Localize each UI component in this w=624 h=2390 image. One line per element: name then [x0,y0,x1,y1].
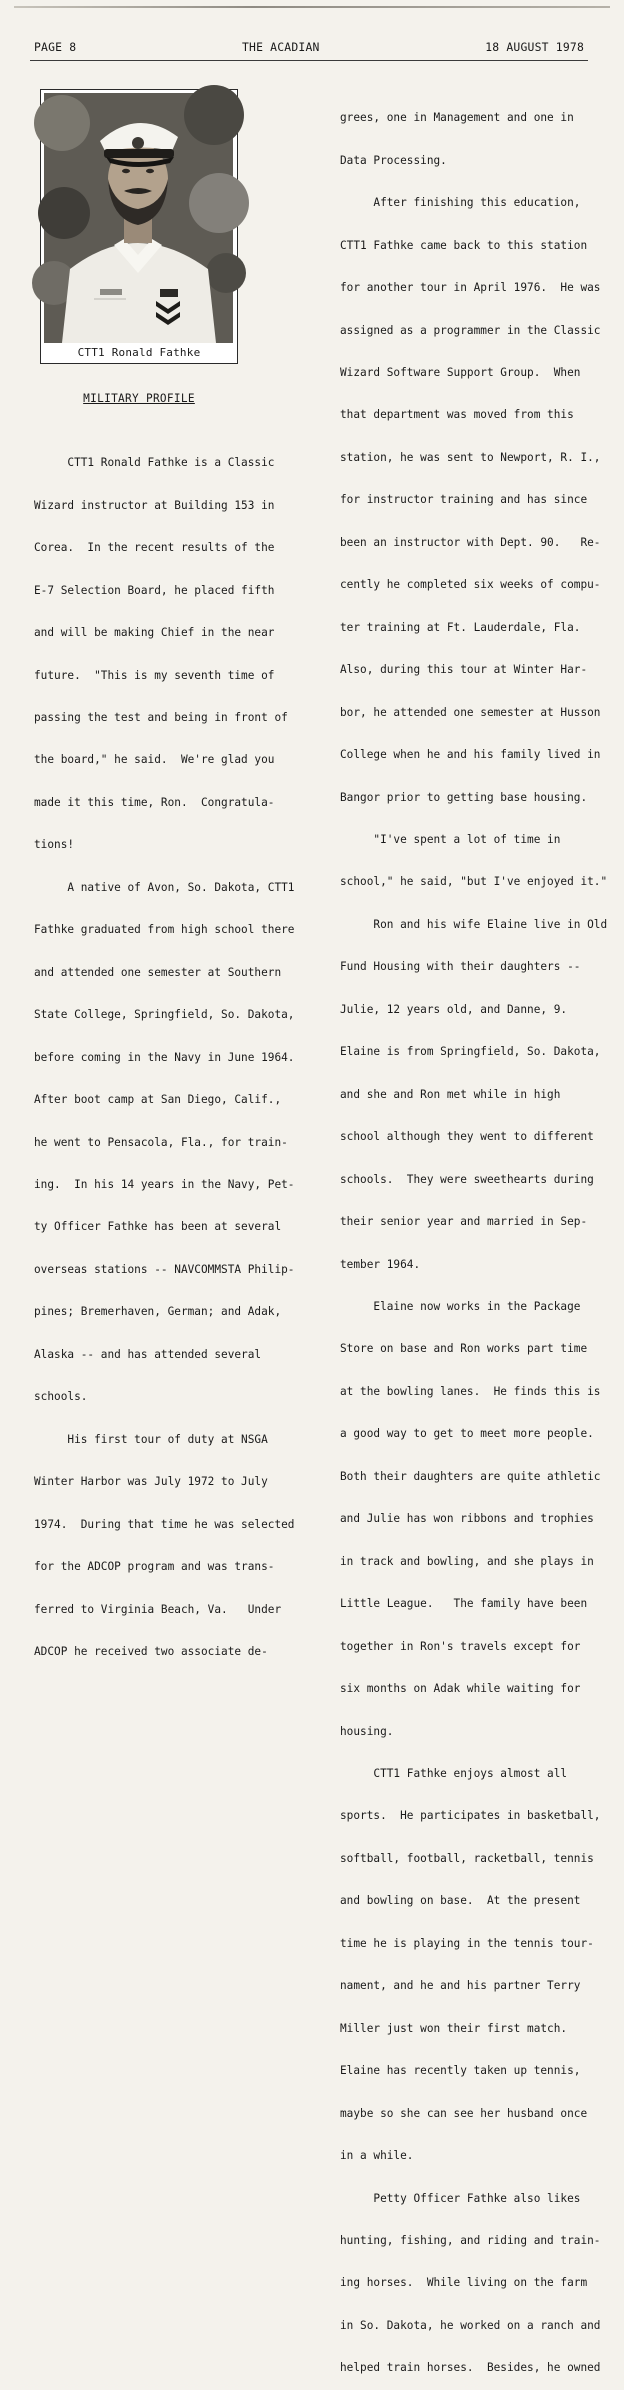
text-line: their senior year and married in Sep- [340,1215,588,1229]
text-line: he went to Pensacola, Fla., for train- [34,1135,288,1149]
text-line: at the bowling lanes. He finds this is [340,1384,601,1398]
text-line: schools. [34,1390,88,1404]
text-line: passing the test and being in front of [34,711,288,725]
text-line: Store on base and Ron works part time [340,1342,588,1356]
text-line: and she and Ron met while in high [340,1087,561,1101]
text-line: tions! [34,838,75,852]
text-line: future. "This is my seventh time of [34,668,275,682]
text-line: made it this time, Ron. Congratula- [34,795,275,809]
text-line: that department was moved from this [340,408,574,422]
text-line: Both their daughters are quite athletic [340,1469,601,1483]
text-line: Elaine has recently taken up tennis, [340,2064,581,2078]
text-line: Also, during this tour at Winter Har- [340,663,588,677]
text-line: school," he said, "but I've enjoyed it." [340,875,608,889]
text-line: the board," he said. We're glad you [34,753,275,767]
text-line: CTT1 Fathke enjoys almost all [340,1766,568,1780]
text-line: After finishing this education, [340,196,581,210]
text-line: Wizard Software Support Group. When [340,366,581,380]
text-line: CTT1 Fathke came back to this station [340,238,588,252]
text-line: ADCOP he received two associate de- [34,1645,268,1658]
text-line: ter training at Ft. Lauderdale, Fla. [340,620,581,634]
text-line: Alaska -- and has attended several [34,1347,262,1361]
text-line: cently he completed six weeks of compu- [340,578,601,592]
text-line: "I've spent a lot of time in [340,833,561,847]
page-number: PAGE 8 [34,40,77,54]
text-line: State College, Springfield, So. Dakota, [34,1008,295,1022]
text-line: in a while. [340,2149,414,2163]
text-line: maybe so she can see her husband once [340,2106,588,2120]
text-line: His first tour of duty at NSGA [34,1432,268,1446]
text-line: College when he and his family lived in [340,748,601,762]
text-line: Julie, 12 years old, and Danne, 9. [340,1002,568,1016]
text-line: Corea. In the recent results of the [34,541,275,555]
text-line: together in Ron's travels except for [340,1639,581,1653]
article-column-left [34,428,294,1673]
text-line: in track and bowling, and she plays in [340,1554,594,1568]
text-line: Elaine now works in the Package [340,1300,581,1313]
text-line: ing horses. While living on the farm [340,2276,588,2290]
text-line: tember 1964. [340,1257,421,1271]
page-top-edge [14,6,610,8]
text-line: nament, and he and his partner Terry [340,1979,581,1993]
text-line: been an instructor with Dept. 90. Re- [340,535,601,549]
text-line: and attended one semester at Southern [34,965,282,979]
article-column-right [340,83,607,2390]
text-line: grees, one in Management and one in [340,111,574,125]
text-line: station, he was sent to Newport, R. I., [340,450,601,464]
text-line: Ron and his wife Elaine live in Old [340,917,608,931]
article-title [40,392,238,406]
text-line: school although they went to different [340,1130,594,1144]
text-line: time he is playing in the tennis tour- [340,1936,594,1950]
text-line: ty Officer Fathke has been at several [34,1220,282,1234]
issue-date: 18 AUGUST 1978 [485,40,584,54]
photo-caption: CTT1 Ronald Fathke [77,345,201,359]
text-line: for instructor training and has since [340,493,588,507]
text-line: pines; Bremerhaven, German; and Adak, [34,1305,282,1319]
text-line: CTT1 Ronald Fathke is a Classic [34,456,275,470]
portrait-illustration [44,93,233,343]
text-line: Petty Officer Fathke also likes [340,2191,581,2205]
page-header [34,40,584,54]
text-line: housing. [340,1724,394,1738]
text-line: six months on Adak while waiting for [340,1682,581,1696]
publication-name: THE ACADIAN [241,40,320,54]
text-line: and Julie has won ribbons and trophies [340,1512,594,1526]
text-line: Elaine is from Springfield, So. Dakota, [340,1045,601,1059]
text-line: for the ADCOP program and was trans- [34,1560,275,1574]
text-line: 1974. During that time he was selected [34,1517,295,1531]
text-line: schools. They were sweethearts during [340,1172,594,1186]
text-line: Winter Harbor was July 1972 to July [34,1475,268,1489]
text-line: Data Processing. [340,153,447,167]
text-line: and will be making Chief in the near [34,626,275,640]
text-line: A native of Avon, So. Dakota, CTT1 [34,880,295,894]
text-line: overseas stations -- NAVCOMMSTA Philip- [34,1262,295,1276]
text-line: sports. He participates in basketball, [340,1809,601,1823]
text-line: E-7 Selection Board, he placed fifth [34,583,275,597]
text-line: and bowling on base. At the present [340,1894,581,1908]
text-line: Little League. The family have been [340,1597,588,1611]
text-line: in So. Dakota, he worked on a ranch and [340,2318,601,2332]
text-line: for another tour in April 1976. He was [340,281,601,295]
photo-frame [40,89,238,364]
portrait-photo [44,93,233,343]
text-line: Bangor prior to getting base housing. [340,790,588,804]
article-title-text: MILITARY PROFILE [83,392,195,405]
text-line: hunting, fishing, and riding and train- [340,2233,601,2247]
text-line: Wizard instructor at Building 153 in [34,498,275,512]
text-line: helped train horses. Besides, he owned [340,2361,601,2375]
text-line: ferred to Virginia Beach, Va. Under [34,1602,282,1616]
text-line: assigned as a programmer in the Classic [340,323,601,337]
text-line: ing. In his 14 years in the Navy, Pet- [34,1178,295,1192]
text-line: Fund Housing with their daughters -- [340,960,581,974]
header-rule [30,60,588,61]
text-line: softball, football, racketball, tennis [340,1851,594,1865]
text-line: After boot camp at San Diego, Calif., [34,1093,282,1107]
text-line: bor, he attended one semester at Husson [340,705,601,719]
text-line: Fathke graduated from high school there [34,923,295,937]
text-line: Miller just won their first match. [340,2021,568,2035]
text-line: a good way to get to meet more people. [340,1427,594,1441]
text-line: before coming in the Navy in June 1964. [34,1050,295,1064]
